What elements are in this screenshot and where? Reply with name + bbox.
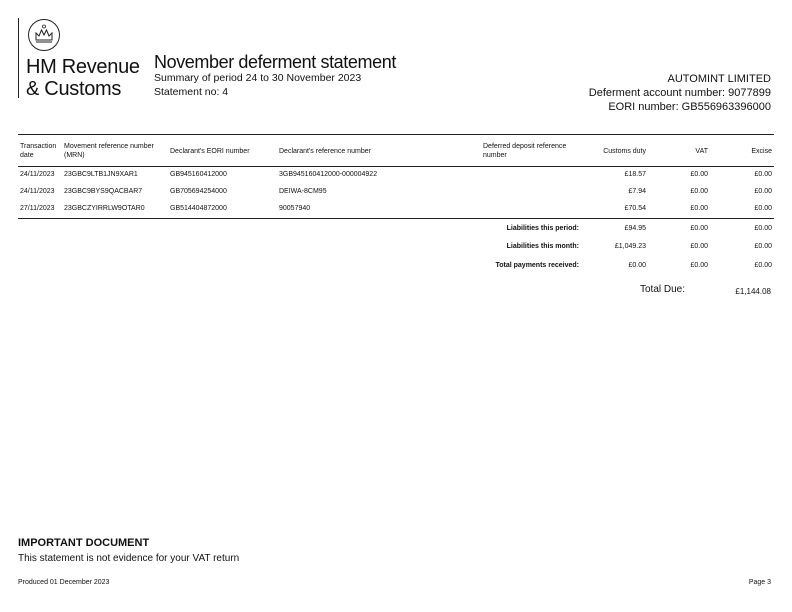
cell-date: 24/11/2023 [20,171,55,178]
cell-vat: £0.00 [690,171,708,178]
cell-ref: 3GB945160412000-000004922 [279,171,378,178]
cell-vat: £0.00 [690,205,708,212]
cell-eori: GB514404872000 [170,205,227,212]
produced-date: Produced 01 December 2023 [18,579,110,586]
statement-number: Statement no: 4 [154,86,229,98]
account-details [589,72,771,114]
cell-eori: GB945160412000 [170,171,227,178]
cell-excise: £0.00 [754,171,772,178]
cell-date: 27/11/2023 [20,205,55,212]
summary-excise: £0.00 [754,225,772,232]
cell-mrn: 23GBCZYIRRLW9OTAR0 [64,205,145,212]
page-number: Page 3 [748,579,771,586]
summary-duty: £0.00 [628,262,646,269]
org-name-line1: HM Revenue [26,56,140,78]
summary-excise: £0.00 [754,262,772,269]
company-name: AUTOMINT LIMITED [667,73,771,85]
cell-date: 24/11/2023 [20,188,55,195]
deferment-account: Deferment account number: 9077899 [588,87,771,99]
summary-vat: £0.00 [690,243,708,250]
summary-row [0,243,792,255]
logo-divider [18,18,19,98]
table-row [0,171,792,183]
cell-duty: £70.54 [624,205,646,212]
org-name [26,56,140,100]
cell-ref: DEIWA-8CM95 [279,188,327,195]
table-bottom-rule [18,218,774,219]
cell-mrn: 23GBC9BYS9QACBAR7 [64,188,143,195]
col-header-vat: VAT [695,148,708,155]
table-top-rule [18,134,774,135]
table-row [0,205,792,217]
cell-duty: £18.57 [624,171,646,178]
cell-eori: GB705694254000 [170,188,227,195]
col-header-eori: Declarant's EORI number [170,148,250,155]
cell-mrn: 23GBC9LTB1JN9XAR1 [64,171,138,178]
summary-label: Total payments received: [495,262,579,269]
summary-label: Liabilities this period: [506,225,579,232]
cell-excise: £0.00 [754,205,772,212]
royal-crest-icon [26,18,62,52]
total-due-value: £1,144.08 [735,287,771,296]
summary-row [0,262,792,274]
summary-excise: £0.00 [754,243,772,250]
col-header-excise: Excise [751,148,772,155]
cell-duty: £7.94 [628,188,646,195]
col-header-ref: Declarant's reference number [279,148,371,155]
summary-vat: £0.00 [690,262,708,269]
total-due-label: Total Due: [640,284,686,295]
statement-title: November deferment statement [154,52,396,72]
eori-number: EORI number: GB556963396000 [608,101,771,113]
org-name-line2: & Customs [26,78,122,100]
col-header-duty: Customs duty [603,148,646,155]
cell-excise: £0.00 [754,188,772,195]
summary-duty: £1,049.23 [614,243,646,250]
cell-ref: 90057940 [279,205,311,212]
cell-vat: £0.00 [690,188,708,195]
summary-duty: £94.95 [624,225,646,232]
summary-row [0,225,792,237]
summary-label: Liabilities this month: [506,243,579,250]
statement-period: Summary of period 24 to 30 November 2023 [154,72,362,84]
table-row [0,188,792,200]
table-header-rule [18,166,774,167]
important-heading: IMPORTANT DOCUMENT [18,537,150,549]
summary-vat: £0.00 [690,225,708,232]
col-header-mrn: Movement reference number (MRN) [64,143,154,159]
col-header-ddr: Deferred deposit reference number [483,143,567,159]
col-header-date: Transaction date [20,143,57,159]
important-note: This statement is not evidence for your VAT return [18,553,240,564]
